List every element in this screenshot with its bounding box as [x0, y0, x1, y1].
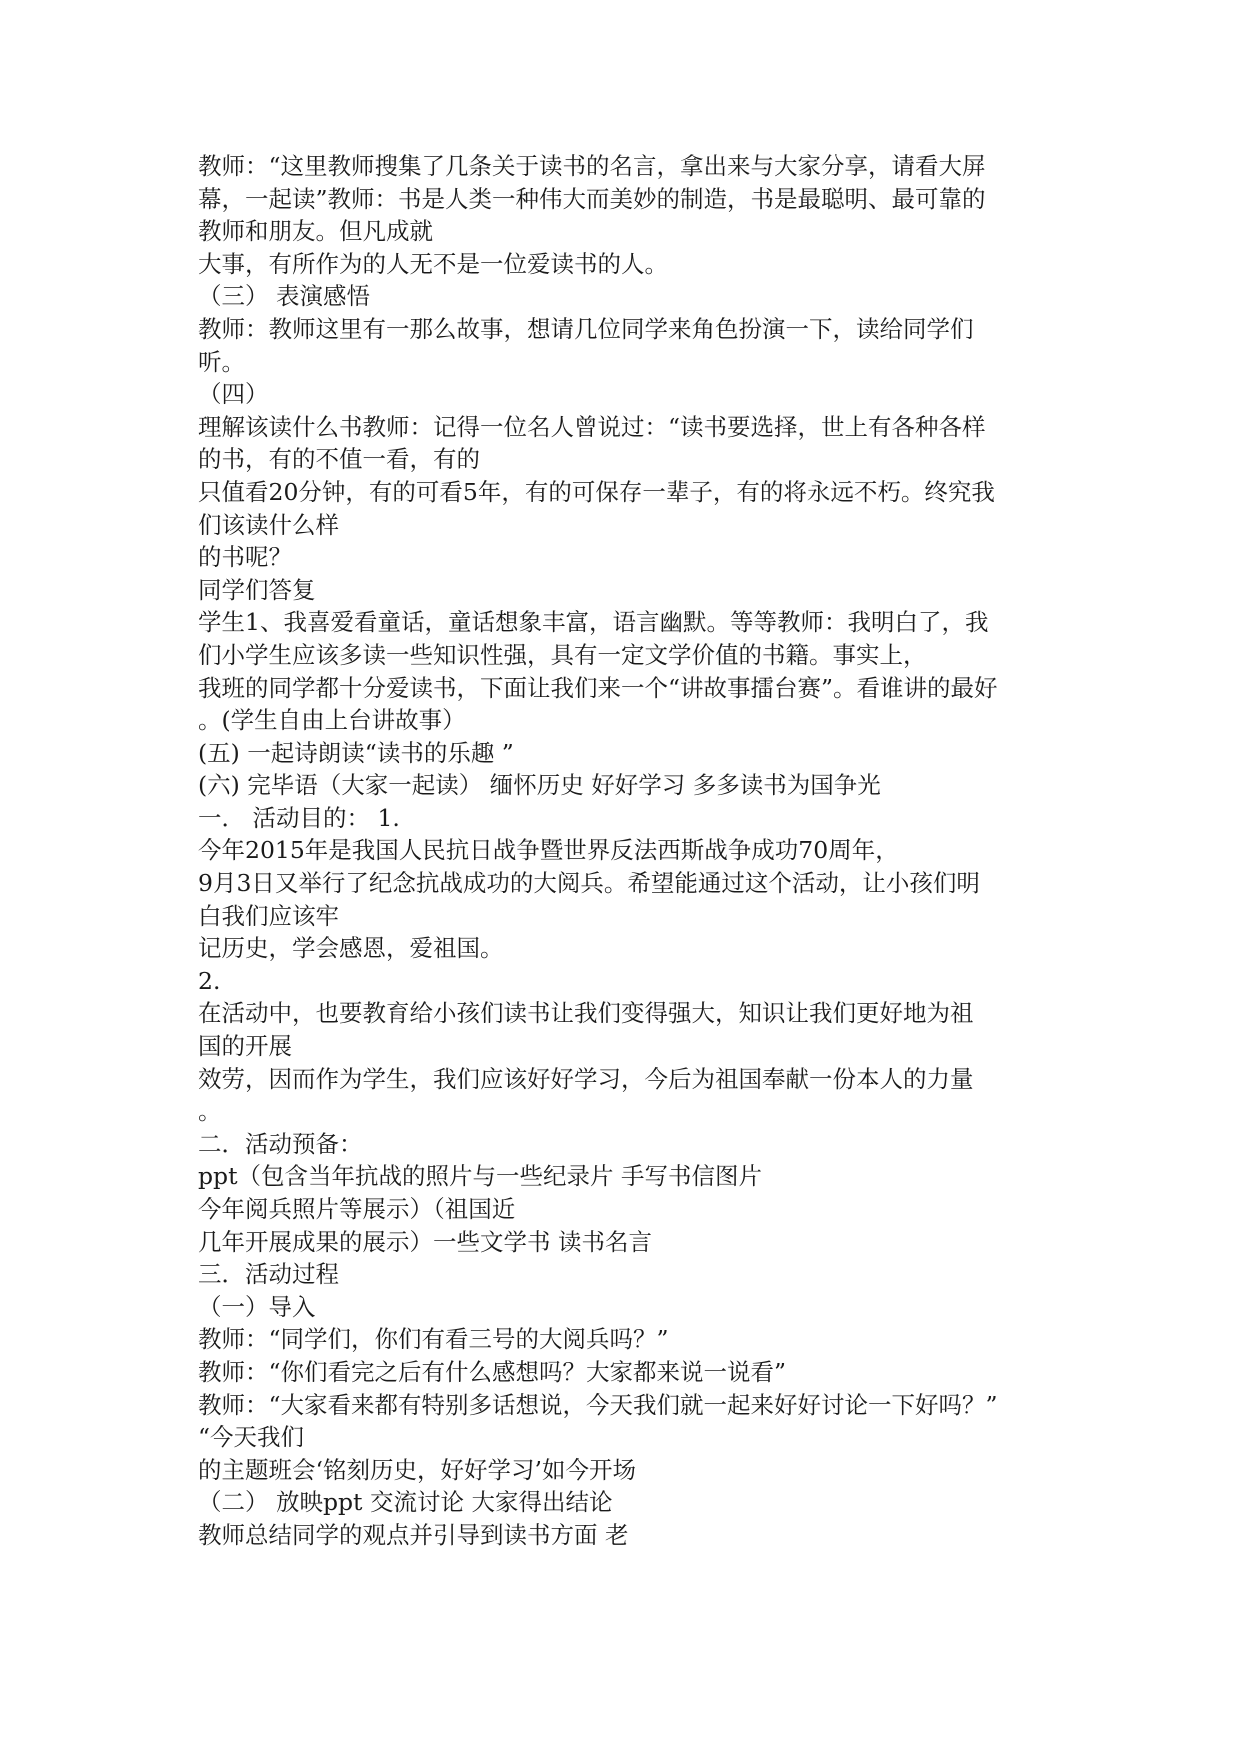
- text-line: 教师和朋友。但凡成就: [198, 217, 433, 246]
- text-line: 只值看20分钟，有的可看5年，有的可保存一辈子，有的将永远不朽。终究我: [198, 477, 995, 506]
- text-line: 记历史，学会感恩，爱祖国。: [198, 934, 504, 963]
- text-line: 的书，有的不值一看，有的: [198, 445, 480, 474]
- text-line: 几年开展成果的展示）一些文学书 读书名言: [198, 1227, 652, 1256]
- section-heading: 一． 活动目的： 1.: [198, 803, 400, 832]
- text-line: 教师总结同学的观点并引导到读书方面 老: [198, 1520, 629, 1549]
- text-line: 效劳，因而作为学生，我们应该好好学习，今后为祖国奉献一份本人的力量: [198, 1064, 974, 1093]
- text-line: 的主题班会‘铭刻历史，好好学习’如今开场: [198, 1455, 636, 1484]
- section-heading: （三） 表演感悟: [198, 282, 370, 311]
- text-line: 们该读什么样: [198, 510, 339, 539]
- text-line: 教师：“你们看完之后有什么感想吗？大家都来说一说看”: [198, 1357, 787, 1386]
- text-line: 理解该读什么书教师：记得一位名人曾说过：“读书要选择，世上有各种各样: [198, 412, 986, 441]
- text-line: 我班的同学都十分爱读书，下面让我们来一个“讲故事擂台赛”。看谁讲的最好: [198, 673, 998, 702]
- text-line: 们小学生应该多读一些知识性强，具有一定文学价值的书籍。事实上，: [198, 640, 927, 669]
- text-line: 教师：“这里教师搜集了几条关于读书的名言，拿出来与大家分享，请看大屏: [198, 152, 986, 180]
- text-line: 大事，有所作为的人无不是一位爱读书的人。: [198, 249, 668, 278]
- text-line: 9月3日又举行了纪念抗战成功的大阅兵。希望能通过这个活动，让小孩们明: [198, 869, 980, 898]
- text-line: 今年阅兵照片等展示）（祖国近: [198, 1195, 516, 1223]
- text-line: 国的开展: [198, 1032, 292, 1061]
- text-line: 白我们应该牢: [198, 901, 339, 930]
- text-line: 2.: [198, 966, 221, 995]
- text-line: 教师：教师这里有一那么故事，想请几位同学来角色扮演一下，读给同学们: [198, 314, 974, 343]
- text-line: 的书呢？: [198, 543, 292, 572]
- text-line: 教师：“大家看来都有特别多话想说，今天我们就一起来好好讨论一下好吗？”: [198, 1390, 998, 1419]
- text-line: 学生1、我喜爱看童话，童话想象丰富，语言幽默。等等教师：我明白了，我: [198, 608, 989, 637]
- text-line: 教师：“同学们，你们有看三号的大阅兵吗？”: [198, 1325, 669, 1354]
- text-line: ppt（包含当年抗战的照片与一些纪录片 手写书信图片: [198, 1162, 762, 1191]
- text-line: 听。: [198, 347, 245, 376]
- section-heading: (五) 一起诗朗读“读书的乐趣 ”: [198, 738, 514, 767]
- text-line: 在活动中，也要教育给小孩们读书让我们变得强大，知识让我们更好地为祖: [198, 999, 974, 1028]
- text-line: 同学们答复: [198, 575, 316, 604]
- section-heading: (六) 完毕语（大家一起读） 缅怀历史 好好学习 多多读书为国争光: [198, 771, 881, 800]
- section-heading: （二） 放映ppt 交流讨论 大家得出结论: [198, 1488, 613, 1517]
- document-body: [198, 150, 1058, 1552]
- text-line: 。(学生自由上台讲故事）: [198, 706, 466, 735]
- section-heading: （一）导入: [198, 1292, 316, 1321]
- text-line: 今年2015年是我国人民抗日战争暨世界反法西斯战争成功70周年，: [198, 836, 899, 865]
- text-line: 。: [198, 1097, 222, 1126]
- section-heading: 二．活动预备：: [198, 1129, 363, 1158]
- section-heading: （四）: [198, 380, 269, 409]
- text-line: 幕，一起读”教师：书是人类一种伟大而美妙的制造，书是最聪明、最可靠的: [198, 184, 986, 213]
- text-line: “今天我们: [198, 1423, 305, 1452]
- section-heading: 三．活动过程: [198, 1260, 339, 1289]
